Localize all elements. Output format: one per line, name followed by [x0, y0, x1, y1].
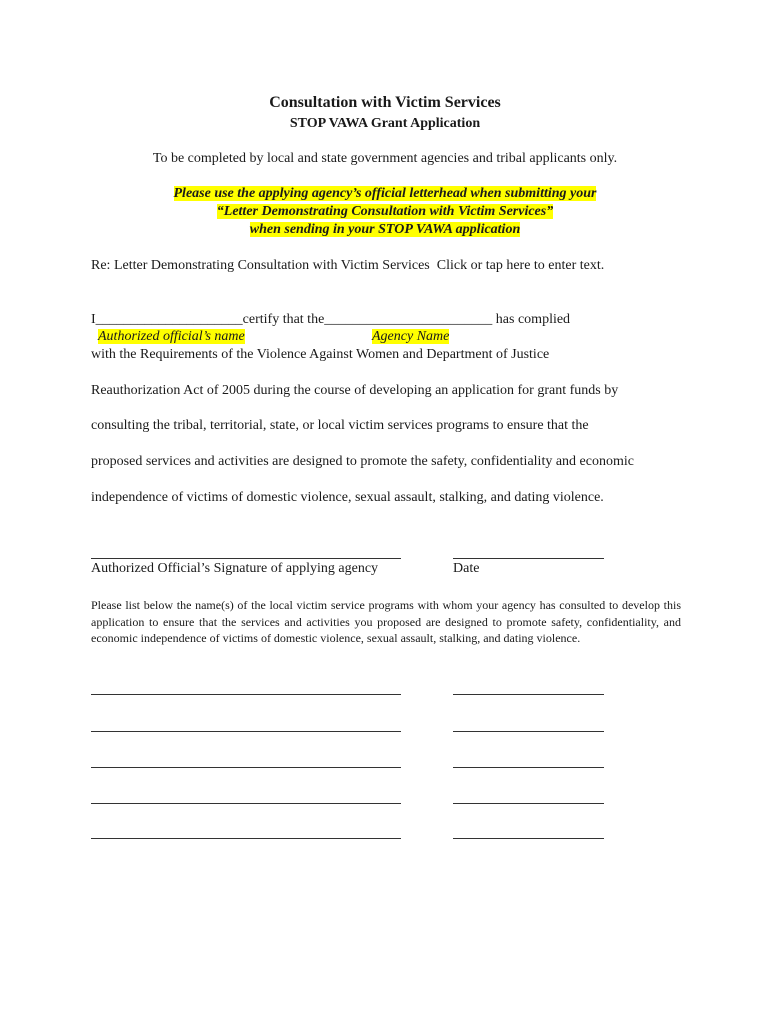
agency-name-hint: [372, 329, 460, 345]
notice-line-3: [0, 222, 770, 238]
official-name-blank[interactable]: I_____________________certify that the_: [91, 312, 332, 327]
program-name-line[interactable]: [91, 767, 401, 768]
date-label: Date: [453, 561, 480, 576]
official-name-hint: [98, 329, 245, 345]
signature-label: Authorized Official’s Signature of applying agency: [91, 561, 379, 576]
signature-line[interactable]: [91, 558, 401, 559]
notice-line-3-text: when sending in your STOP VAWA application: [249, 222, 521, 237]
re-line-text-field[interactable]: Click or tap here to enter text.: [436, 258, 605, 273]
re-line-label: Re: Letter Demonstrating Consultation with Victim Services: [91, 258, 430, 273]
program-name-line[interactable]: [91, 731, 401, 732]
program-date-line[interactable]: [453, 803, 604, 804]
certify-body-line-3: consulting the tribal, territorial, state, or local victim services programs to ensure that the: [91, 418, 589, 433]
program-date-line[interactable]: [453, 694, 604, 695]
certify-body-line-4: proposed services and activities are designed to promote the safety, confidentiality and economic: [91, 454, 634, 469]
notice-line-1: [0, 186, 770, 202]
page-subtitle: STOP VAWA Grant Application: [289, 116, 481, 131]
agency-name-blank[interactable]: _______________________: [331, 312, 493, 327]
program-date-line[interactable]: [453, 731, 604, 732]
re-line: [91, 258, 604, 274]
date-line[interactable]: [453, 558, 604, 559]
program-date-line[interactable]: [453, 767, 604, 768]
notice-line-2: [0, 204, 770, 220]
program-date-line[interactable]: [453, 838, 604, 839]
program-name-line[interactable]: [91, 694, 401, 695]
notice-line-2-text: “Letter Demonstrating Consultation with Victim Services”: [216, 204, 554, 219]
agency-name-hint-text: Agency Name: [372, 329, 450, 344]
certify-body-line-5: independence of victims of domestic violence, sexual assault, stalking, and dating violence.: [91, 490, 604, 505]
program-name-line[interactable]: [91, 838, 401, 839]
intro-text: To be completed by local and state government agencies and tribal applicants only.: [152, 151, 618, 166]
page-title: Consultation with Victim Services: [269, 94, 501, 111]
certify-body-line-1: with the Requirements of the Violence Against Women and Department of Justice: [91, 347, 550, 362]
list-instructions: Please list below the name(s) of the local victim service programs with whom your agency has consulted to develop this application to ensure that the services and activities you proposed are designed to promote safety, confidentiality, and economic independence of victims of domestic violence, sexual assault, stalking, and dating violence.: [91, 598, 681, 645]
official-name-hint-text: Authorized official’s name: [98, 329, 245, 344]
certify-suffix: has complied: [492, 312, 571, 327]
certify-body-line-2: Reauthorization Act of 2005 during the course of developing an application for grant funds by: [91, 383, 619, 398]
notice-line-1-text: Please use the applying agency’s official letterhead when submitting your: [173, 186, 597, 201]
certify-line: [91, 312, 570, 328]
program-name-line[interactable]: [91, 803, 401, 804]
